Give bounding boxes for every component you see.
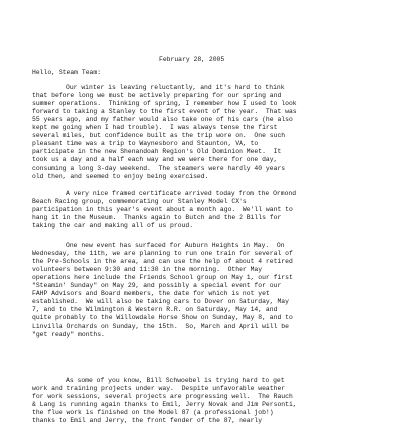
text-line: Linvilla Orchards on Sunday, the 15th. So, March and April will be: [32, 322, 289, 330]
text-line: thanks to Emil and Jerry, the front fender of the 87, nearly: [32, 417, 263, 425]
text-line: established. We will also be taking cars to Dover on Saturday, May: [32, 298, 289, 306]
text-line: the flue work is finished on the Model 87 (a professional job!): [32, 409, 274, 417]
text-line: kept me going when I had trouble). I was always tense the first: [32, 124, 278, 132]
salutation: Hello, Steam Team:: [32, 69, 102, 76]
text-line: "Steamin' Sunday" on May 29, and possibly a special event for our: [32, 282, 282, 290]
text-line: One new event has surfaced for Auburn Heights in May. On: [66, 242, 285, 249]
text-line: Wednesday, the 11th, we are planning to run one train for several of: [32, 250, 293, 258]
text-line: participate in the new Shenandoah Region's Old Dominion Meet. It: [32, 148, 282, 156]
text-line: that before long we must be actively preparing for our spring and: [32, 92, 282, 100]
text-line: took us a day and a half each way and we were there for one day,: [32, 156, 278, 164]
text-line: "get ready" months.: [32, 330, 105, 338]
text-line: quite probably to the Willowdale Horse Show on Sunday, May 8, and to: [32, 314, 293, 322]
text-line: 7, and to the Wilmington & Western R.R. on Saturday, May 14, and: [32, 306, 278, 314]
letter-date: February 28, 2005: [159, 56, 225, 63]
text-line: several miles, but confidence built as the trip wore on. One such: [32, 132, 286, 140]
text-line: work and training projects under way. Despite unfavorable weather: [32, 385, 286, 393]
text-line: volunteers between 9:30 and 11:30 in the morning. Other May: [32, 266, 263, 274]
text-line: forward to taking a Stanley to the first event of the year. That was: [32, 108, 297, 116]
text-line: pleasant time was a trip to Waynesboro and Staunton, VA, to: [32, 140, 259, 148]
text-line: consuming a long 3-day weekend. The steamers were hardly 40 years: [32, 164, 286, 172]
text-line: operations here include the Friends School group on May 1, our first: [32, 274, 293, 282]
text-line: taking the car and making all of us proud.: [32, 222, 194, 230]
text-line: hang it in the Museum. Thanks again to Butch and the 2 Bills for: [32, 214, 282, 222]
text-line: the Pre-Schools in the area, and can use the help of about 4 retired: [32, 258, 293, 266]
text-line: for work sessions, several projects are progressing well. The Rauch: [32, 393, 293, 401]
text-line: participation in this year's event about a month ago. We'll want to: [32, 206, 293, 214]
text-line: 55 years ago, and my father would also take one of his cars (he also: [32, 116, 293, 124]
text-line: Our winter is leaving reluctantly, and it's hard to think: [66, 84, 285, 91]
text-line: summer operations. Thinking of spring, I remember how I used to look: [32, 100, 297, 108]
text-line: A very nice framed certificate arrived today from the Ormond: [66, 190, 297, 197]
text-line: Beach Racing group, commemorating our Stanley Model CX's: [32, 198, 247, 206]
text-line: & Lang is running again thanks to Emil, Jerry Novak and Jim Personti,: [32, 401, 297, 409]
text-line: As some of you know, Bill Schwoebel is trying hard to get: [66, 377, 285, 384]
text-line: old then, and seemed to enjoy being exercised.: [32, 172, 209, 180]
text-line: FAHP Advisors and Board members, the date for which is not yet: [32, 290, 270, 298]
